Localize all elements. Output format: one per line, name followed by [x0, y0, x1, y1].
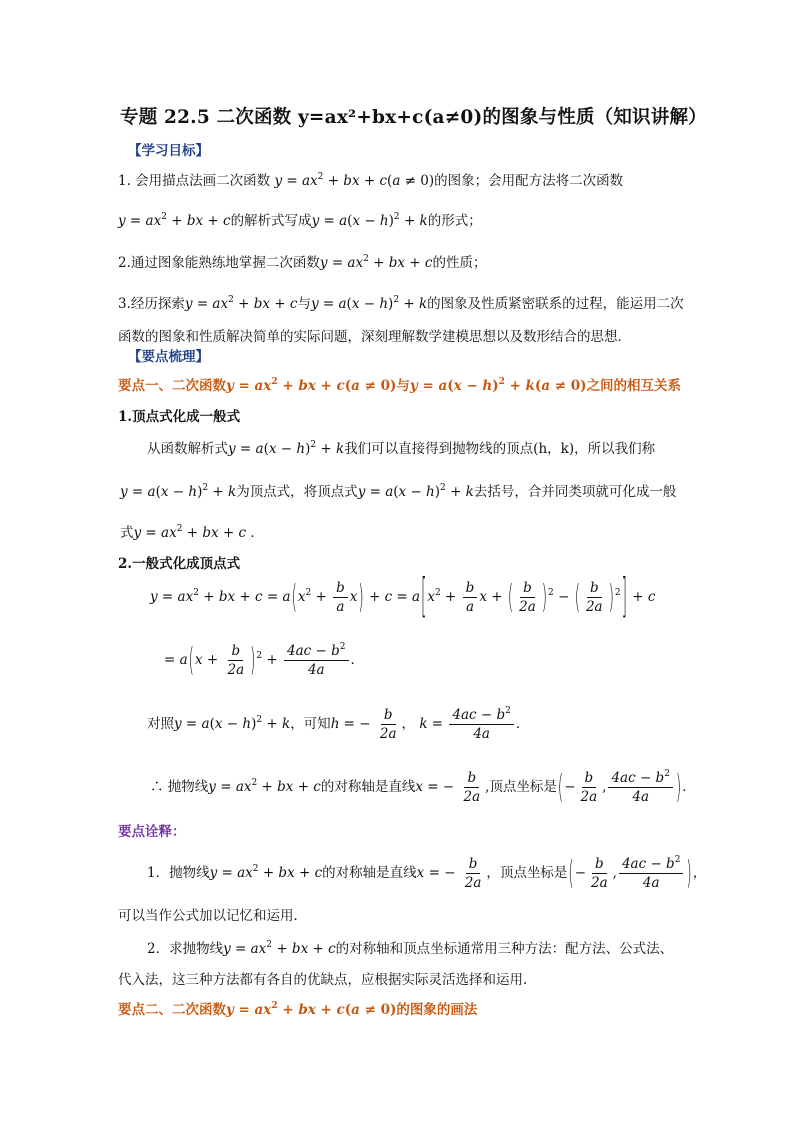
goal-3-line-2: 函数的图象和性质解决简单的实际问题，深刻理解数学建模思想以及数形结合的思想．: [118, 329, 631, 345]
formula-vertex-form: $y = a(x - h)^2 + k$: [311, 212, 428, 229]
note-2-line-2: 代入法，这三种方法都有各自的优缺点，应根据实际灵活选择和运用．: [118, 972, 537, 988]
compare-line: 对照$y = a(x - h)^2 + k$，可知h = − $\frac{b}{2a}$ ， k = $\frac{4ac - b^2}{4a}$ ．: [147, 706, 530, 742]
notes-heading: 要点诠释：: [118, 824, 186, 840]
subsection-1-para-line-3: 式$y = ax^2$ + bx + c ．: [120, 524, 264, 541]
therefore-line: ∴ 抛物线$y = ax^2$ + bx + c的对称轴是直线x = − $\frac{b}{2a}$ ,顶点坐标是(− $\frac{b}{2a}$ , $\frac{4ac - b^2}{4a}$ )．: [150, 768, 696, 807]
point-2-heading: 要点二、二次函数$y = ax^2$ + bx + c(a ≠ 0)的图象的画法: [118, 1001, 478, 1018]
goal-1-line-1: 1. 会用描点法画二次函数 $y = ax^2$ + bx + c(a ≠ 0)的图象；会用配方法将二次函数: [118, 172, 624, 189]
derivation-line-2: = a(x + $\frac{b}{2a}$ )$^2$ + $\frac{4ac - b^2}{4a}$ ．: [164, 641, 365, 680]
derivation-line-1: $y = ax^2$ + bx + $c = a(x^2$ + $\frac{b}{a}$ $x) + c = a[x^2$ + $\frac{b}{a}$ x + ( $\frac{b}{2a}$ )$^2$ − ( $\frac{b}{2a}$ )$^2$] + c: [150, 570, 656, 625]
page-title: 专题 22.5 二次函数 y=ax²+bx+c(a≠0)的图象与性质（知识讲解）: [120, 107, 707, 128]
note-1-line-2: 可以当作公式加以记忆和运用．: [118, 908, 307, 924]
key-points-heading: 【要点梳理】: [128, 349, 209, 365]
point-1-heading: 要点一、二次函数$y = ax^2$ + bx + c(a ≠ 0)与$y = a(x - h)^2 + k(a \ne 0)$之间的相互关系: [118, 377, 682, 394]
subsection-1-para-line-2: $y = a(x - h)^2 + k$为顶点式，将顶点式$y = a(x - h)^2 + k$去括号，合并同类项就可化成一般: [120, 483, 677, 500]
learning-goals-heading: 【学习目标】: [128, 143, 209, 159]
subsection-1-heading: 1.顶点式化成一般式: [118, 409, 241, 425]
note-2-line-1: 2．求抛物线$y = ax^2$ + bx + c的对称轴和顶点坐标通常用三种方法：配方法、公式法、: [147, 940, 674, 957]
subsection-1-para-line-1: 从函数解析式$y = a(x - h)^2 + k$我们可以直接得到抛物线的顶点(h，k)，所以我们称: [147, 440, 656, 457]
goal-2: 2.通过图象能熟练地掌握二次函数$y = ax^2$ + bx + c的性质；: [118, 254, 487, 271]
subsection-2-heading: 2.一般式化成顶点式: [118, 556, 241, 572]
goal-3-line-1: 3.经历探索$y = ax^2$ + bx + c与$y = a(x - h)^2 + k$的图象及性质紧密联系的过程，能运用二次: [118, 295, 684, 312]
formula-general-form: $y = ax^2$ + bx + c(a ≠ 0): [274, 172, 435, 189]
goal-1-line-2: $y = ax^2$ + bx + c的解析式写成$y = a(x - h)^2 + k$的形式；: [118, 212, 482, 229]
note-1-line-1: 1．抛物线$y = ax^2$ + bx + c的对称轴是直线x = − $\frac{b}{2a}$ ，顶点坐标是(− $\frac{b}{2a}$ , $\frac{4ac - b^2}{4a}$ )，: [147, 854, 707, 893]
